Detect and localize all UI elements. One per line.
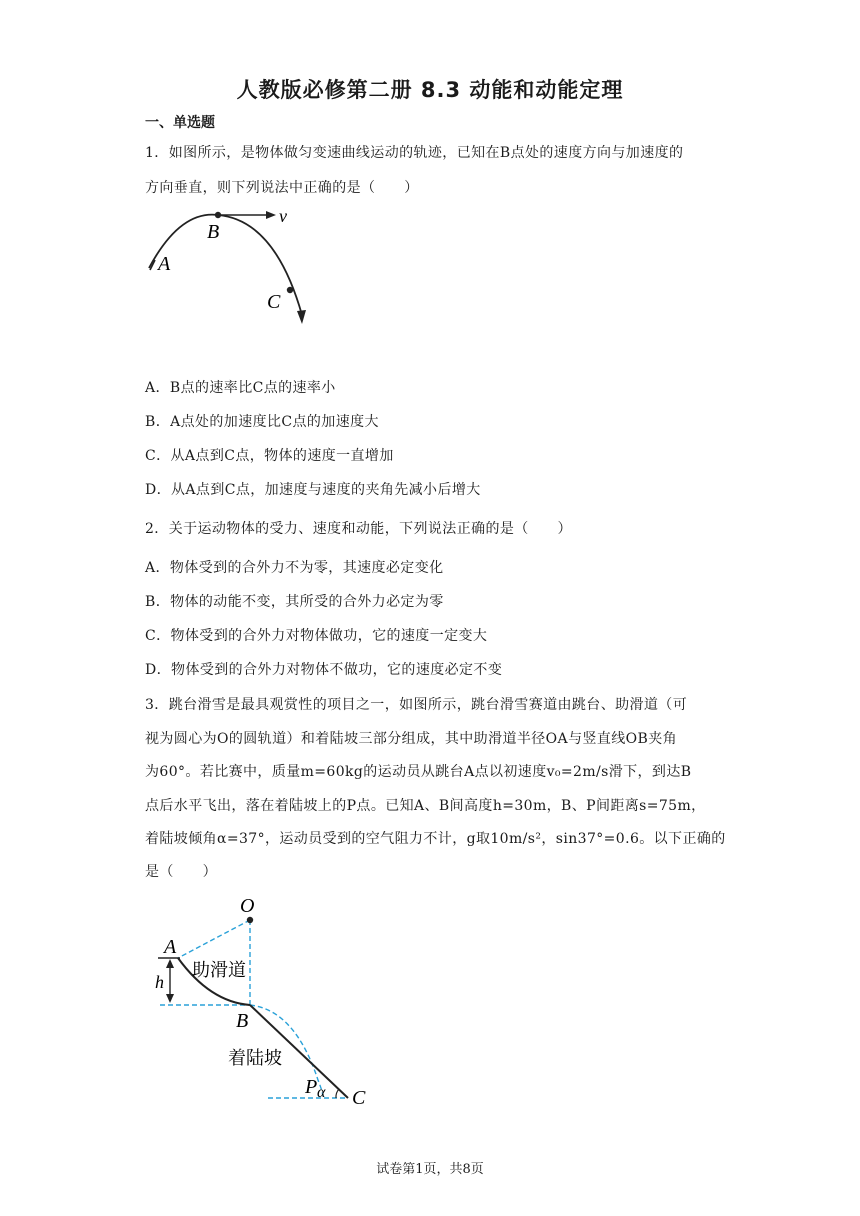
- q2-option-c[interactable]: C．物体受到的合外力对物体做功，它的速度一定变大: [145, 628, 488, 644]
- q1-stem-line-1: 1．如图所示，是物体做匀变速曲线运动的轨迹，已知在B点处的速度方向与加速度的: [145, 145, 684, 161]
- q3-ski-jump-figure: [150, 890, 380, 1110]
- q1-option-c[interactable]: C．从A点到C点，物体的速度一直增加: [145, 448, 394, 464]
- q1-stem-line-2: 方向垂直，则下列说法中正确的是（ ）: [145, 180, 419, 196]
- label-v: v: [279, 206, 287, 226]
- q3-stem-line-3: 为60°。若比赛中，质量m=60kg的运动员从跳台A点以初速度v₀=2m/s滑下，到达B: [145, 764, 692, 780]
- q2-option-d[interactable]: D．物体受到的合外力对物体不做功，它的速度必定不变: [145, 662, 503, 678]
- page-footer: 试卷第1页，共8页: [376, 1162, 484, 1177]
- point-c: [287, 287, 293, 293]
- q2-option-b[interactable]: B．物体的动能不变，其所受的合外力必定为零: [145, 594, 444, 610]
- q1-option-a[interactable]: A．B点的速率比C点的速率小: [145, 380, 336, 396]
- point-o: [247, 917, 253, 923]
- label-a: A: [158, 253, 171, 275]
- label-c: C: [267, 291, 281, 313]
- velocity-arrowhead: [266, 211, 276, 219]
- q1-trajectory-figure: [140, 200, 320, 330]
- q1-option-d[interactable]: D．从A点到C点，加速度与速度的夹角先减小后增大: [145, 482, 481, 498]
- label-alpha: α: [317, 1084, 326, 1101]
- label-landing-slope: 着陆坡: [228, 1048, 282, 1069]
- q2-option-a[interactable]: A．物体受到的合外力不为零，其速度必定变化: [145, 560, 444, 576]
- label-c: C: [352, 1087, 366, 1109]
- q3-stem-line-4: 点后水平飞出，落在着陆坡上的P点。已知A、B间高度h=30m，B、P间距离s=75m，: [145, 798, 706, 814]
- page-title: 人教版必修第二册 8.3 动能和动能定理: [236, 78, 624, 102]
- q2-stem: 2．关于运动物体的受力、速度和动能，下列说法正确的是（ ）: [145, 521, 572, 537]
- q3-stem-line-6: 是（ ）: [145, 864, 217, 880]
- q1-option-b[interactable]: B．A点处的加速度比C点的加速度大: [145, 414, 379, 430]
- angle-arc: [336, 1089, 339, 1098]
- label-b: B: [207, 221, 220, 243]
- trajectory-arrowhead: [297, 310, 306, 324]
- section-heading: 一、单选题: [145, 115, 215, 131]
- label-p: P: [305, 1076, 318, 1098]
- label-o: O: [240, 895, 255, 917]
- point-b: [215, 212, 221, 218]
- radius-oa-line: [178, 920, 250, 958]
- q3-stem-line-1: 3．跳台滑雪是最具观赏性的项目之一，如图所示，跳台滑雪赛道由跳台、助滑道（可: [145, 697, 688, 713]
- q3-stem-line-5: 着陆坡倾角α=37°，运动员受到的空气阻力不计，g取10m/s²，sin37°=0.6。以下正确的: [145, 831, 726, 847]
- label-a: A: [164, 936, 177, 958]
- label-h: h: [155, 972, 164, 992]
- q3-stem-line-2: 视为圆心为O的圆轨道）和着陆坡三部分组成，其中助滑道半径OA与竖直线OB夹角: [145, 731, 678, 747]
- label-b: B: [236, 1010, 249, 1032]
- label-approach-track: 助滑道: [192, 960, 246, 981]
